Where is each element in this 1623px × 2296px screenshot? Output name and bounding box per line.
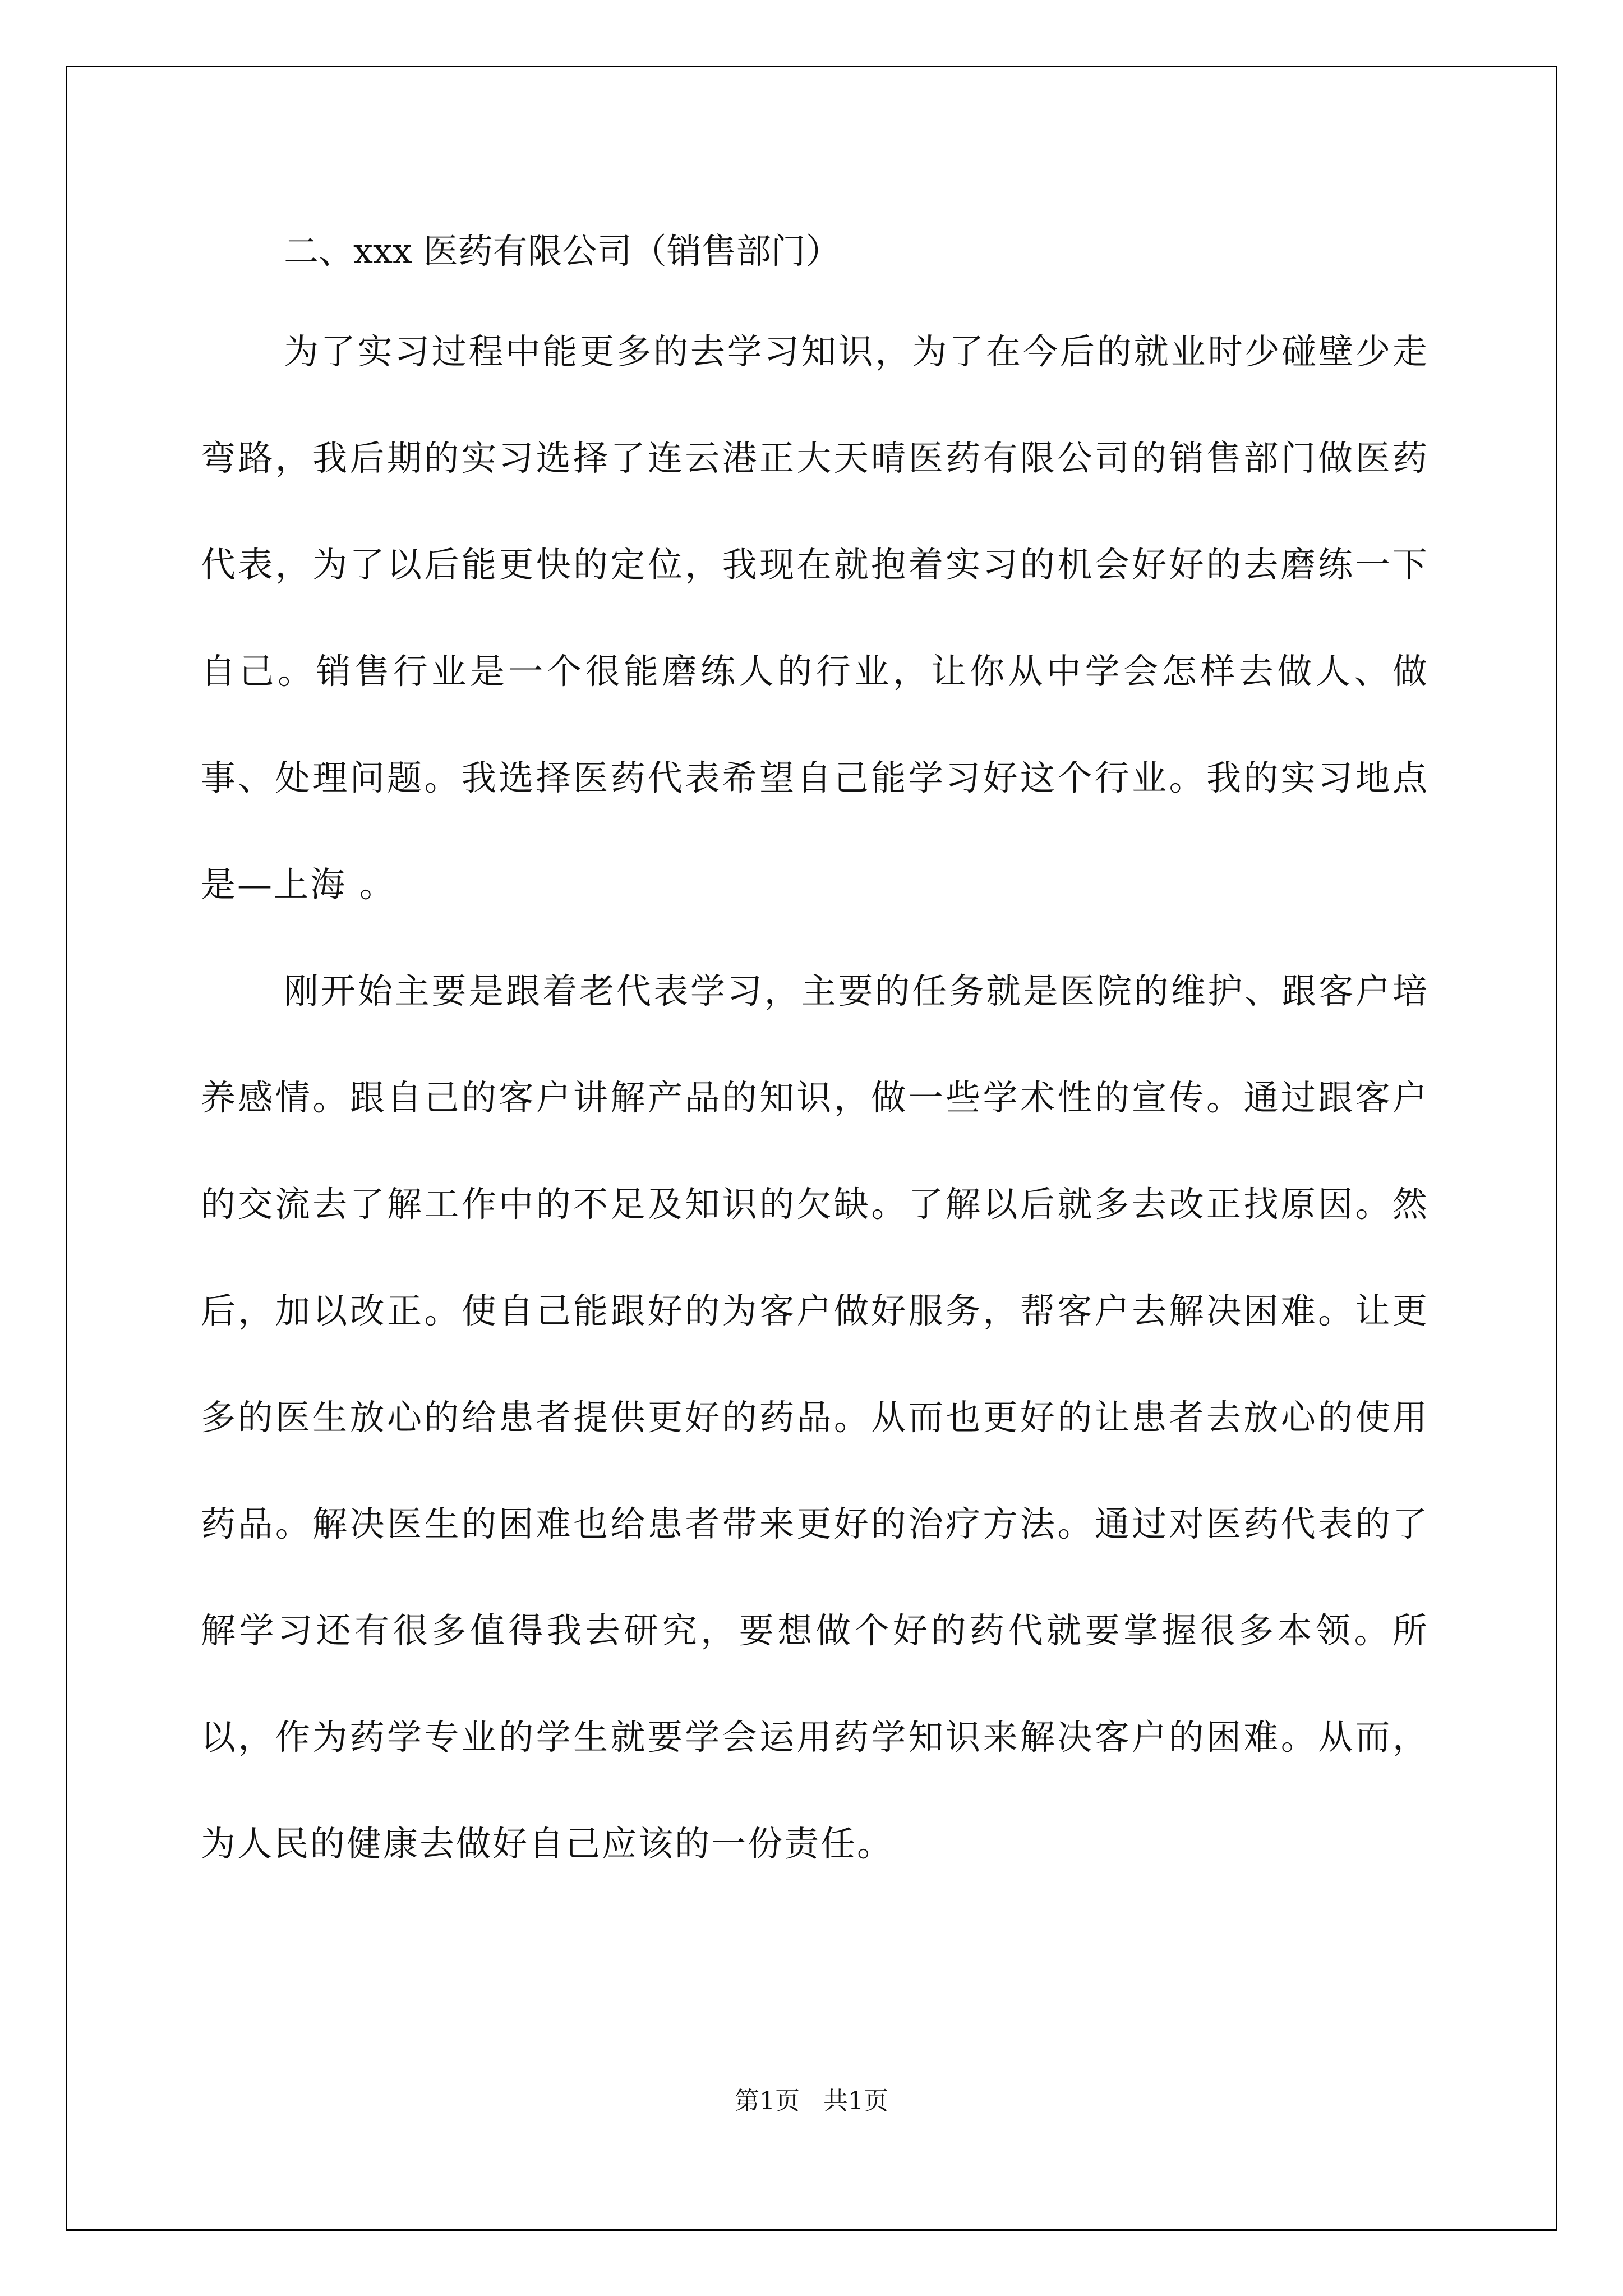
paragraph-work-experience: 刚开始主要是跟着老代表学习，主要的任务就是医院的维护、跟客户培养感情。跟自己的客户讲解产品的知识，做一些学术性的宣传。通过跟客户的交流去了解工作中的不足及知识的欠缺。了解以后就多去改正找原因。然后，加以改正。使自己能跟好的为客户做好服务，帮客户去解决困难。让更多的医生放心的给患者提供更好的药品。从而也更好的让患者去放心的使用药品。解决医生的困难也给患者带来更好的治疗方法。通过对医药代表的了解学习还有很多值得我去研究，要想做个好的药代就要掌握很多本领。所以，作为药学专业的学生就要学会运用药学知识来解决客户的困难。从而，为人民的健康去做好自己应该的一份责任。 (201, 970, 1429, 1864)
page-footer (0, 2085, 1623, 2118)
section-heading: 二、xxx 医药有限公司（销售部门） (284, 231, 841, 272)
document-body (201, 213, 1429, 1897)
paragraph-internship-choice: 为了实习过程中能更多的去学习知识，为了在今后的就业时少碰壁少走弯路，我后期的实习选择了连云港正大天晴医药有限公司的销售部门做医药代表，为了以后能更快的定位，我现在就抱着实习的机会好好的去磨练一下自己。销售行业是一个很能磨练人的行业，让你从中学会怎样去做人、做事、处理问题。我选择医药代表希望自己能学习好这个行业。我的实习地点是—上海 。 (201, 331, 1429, 905)
page-total: 共1页 (823, 2087, 888, 2115)
page-number: 第1页 (735, 2087, 800, 2115)
